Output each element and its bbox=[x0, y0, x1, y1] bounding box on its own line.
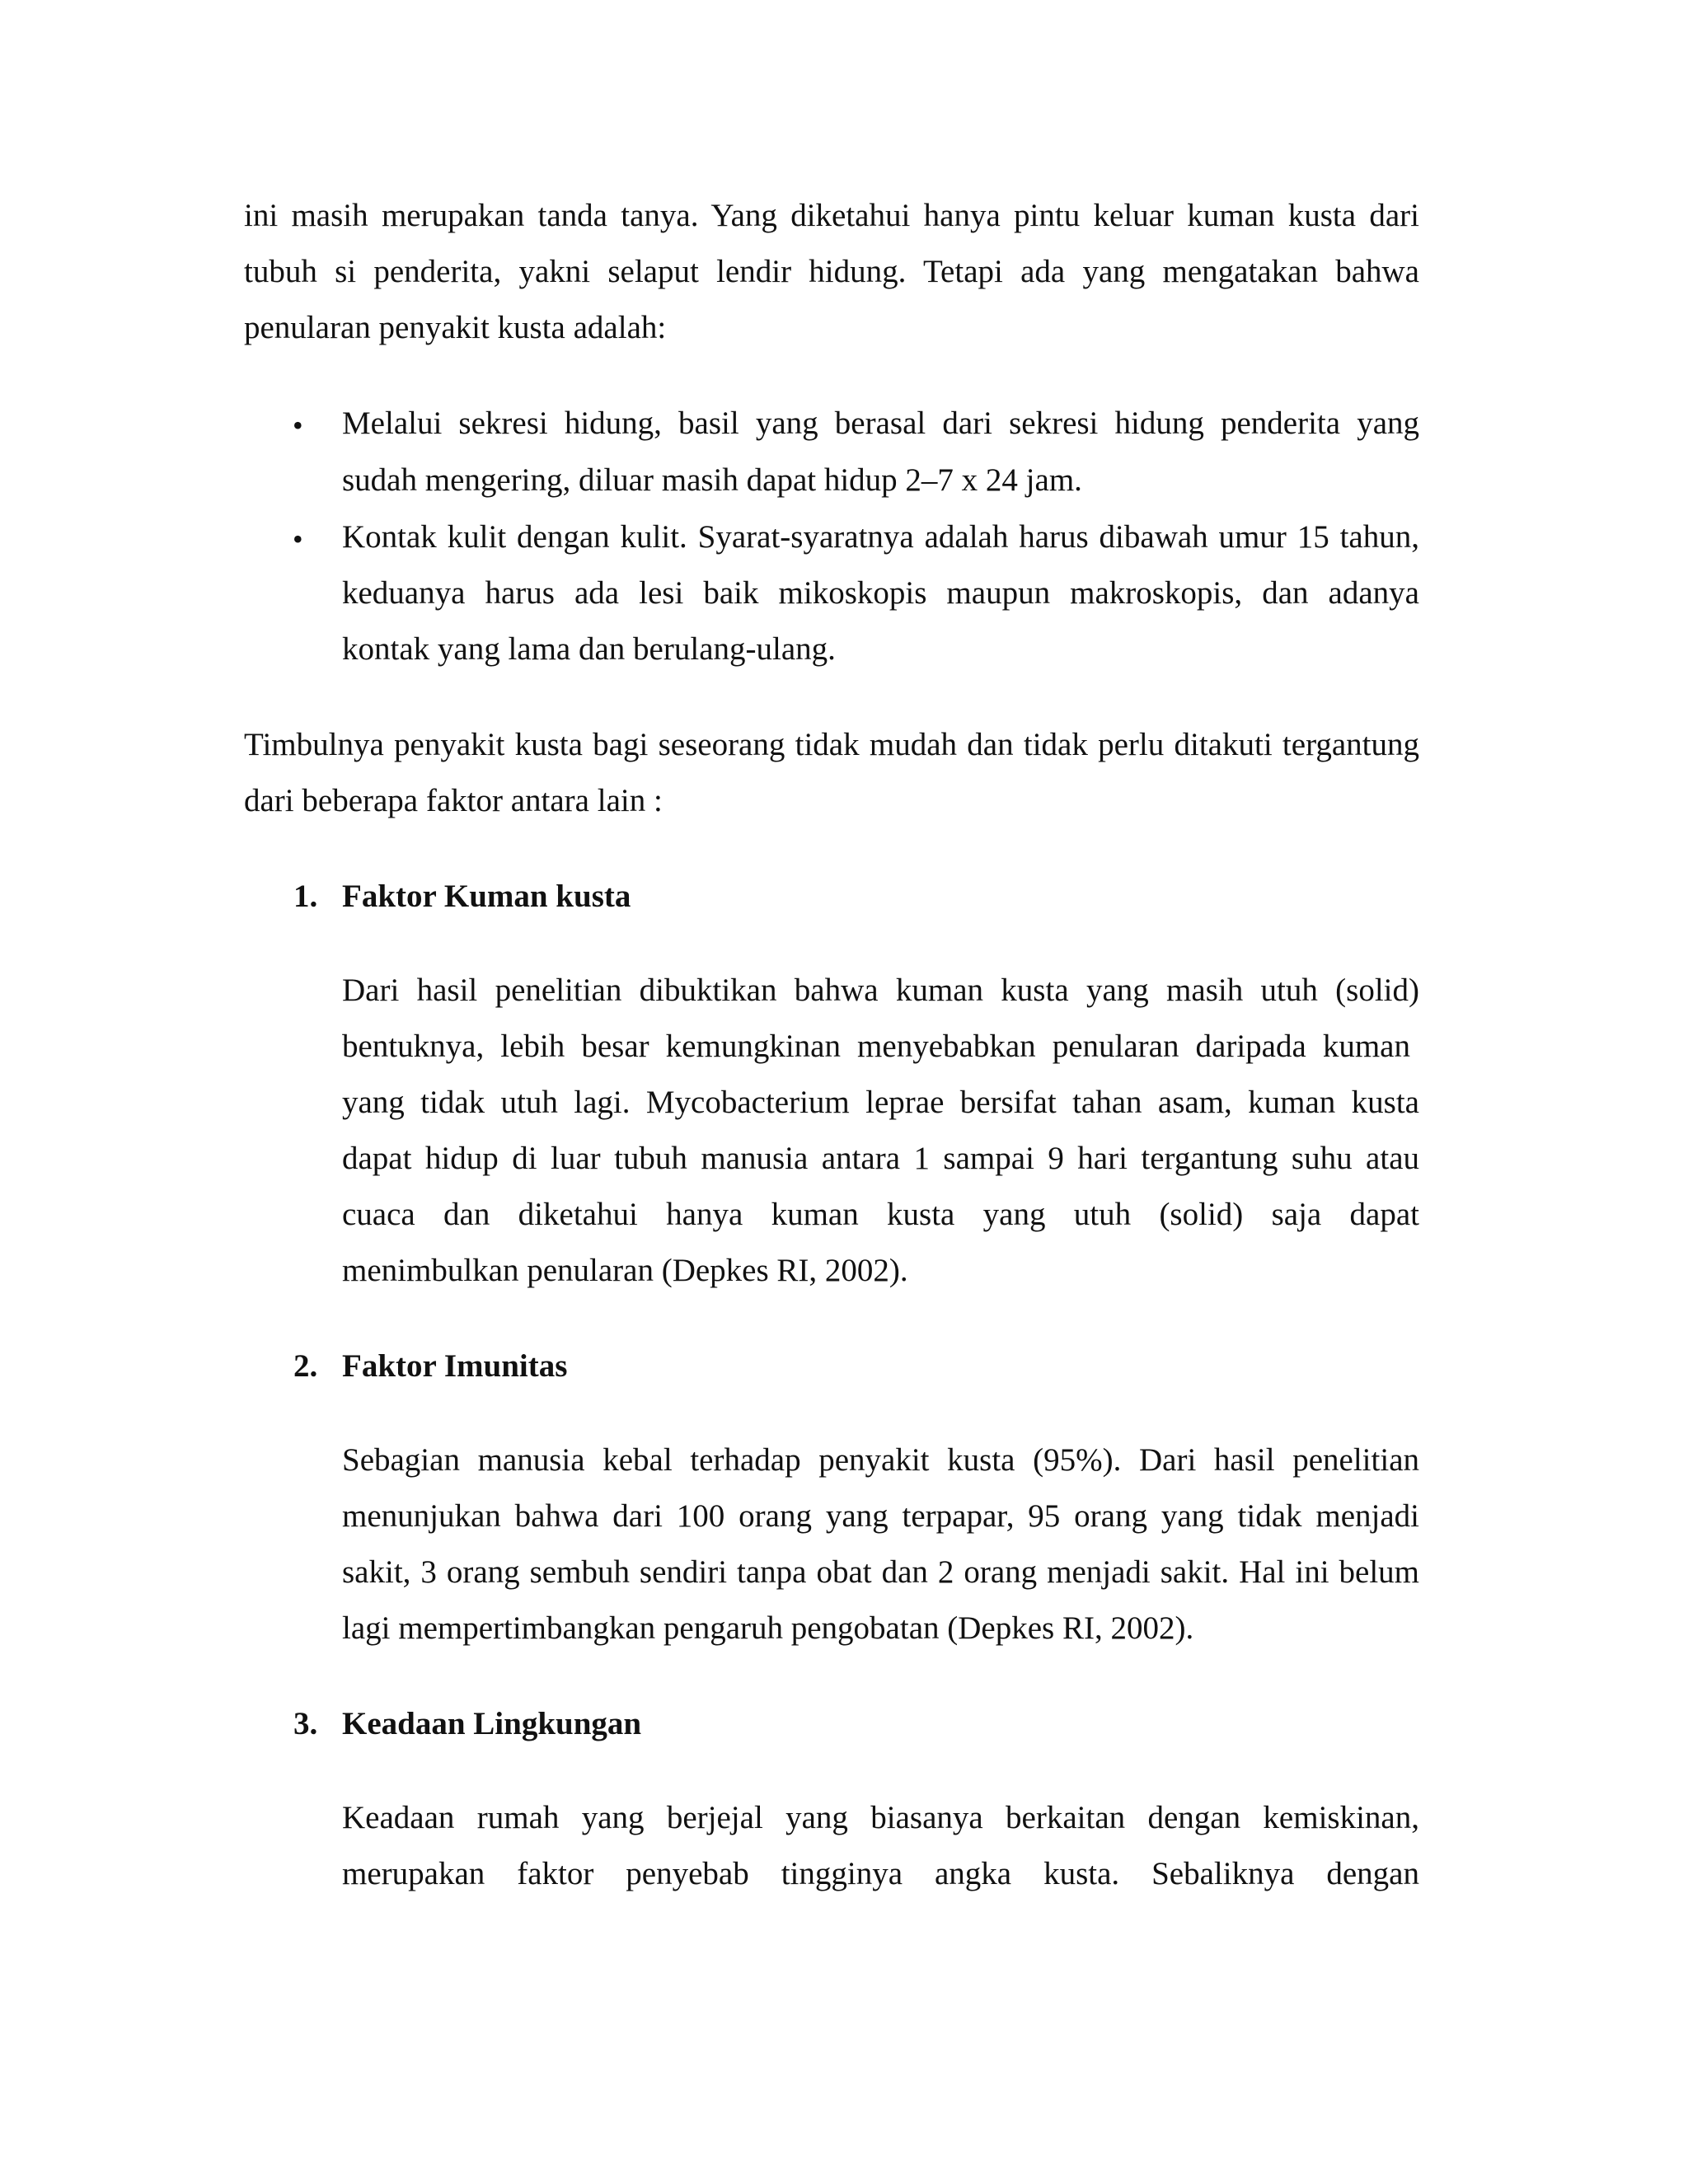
section-2-line-3: sakit, 3 orang sembuh sendiri tanpa obat dan 2 orang menjadi sakit. Hal ini belum bbox=[342, 1554, 1419, 1590]
intro-line-2: tubuh si penderita, yakni selaput lendir hidung. Tetapi ada yang mengatakan bahwa bbox=[244, 254, 1419, 289]
paragraph-2-line-1: Timbulnya penyakit kusta bagi seseorang tidak mudah dan tidak perlu ditakuti tergantung bbox=[244, 727, 1419, 762]
section-2-number: 2. bbox=[293, 1348, 318, 1384]
bullet-marker-2: • bbox=[293, 523, 303, 555]
section-3-line-1: Keadaan rumah yang berjejal yang biasanya berkaitan dengan kemiskinan, bbox=[342, 1800, 1419, 1835]
bullet-2-line-1: Kontak kulit dengan kulit. Syarat-syaratnya adalah harus dibawah umur 15 tahun, bbox=[342, 519, 1419, 555]
section-2-heading: Faktor Imunitas bbox=[342, 1348, 568, 1384]
section-3-heading: Keadaan Lingkungan bbox=[342, 1706, 642, 1741]
section-1-heading: Faktor Kuman kusta bbox=[342, 879, 631, 914]
section-1-line-5: cuaca dan diketahui hanya kuman kusta yang utuh (solid) saja dapat bbox=[342, 1197, 1419, 1232]
section-3-number: 3. bbox=[293, 1706, 318, 1741]
section-2-line-1: Sebagian manusia kebal terhadap penyakit kusta (95%). Dari hasil penelitian bbox=[342, 1442, 1419, 1478]
bullet-2-line-2: keduanya harus ada lesi baik mikoskopis maupun makroskopis, dan adanya bbox=[342, 575, 1419, 611]
section-1-number: 1. bbox=[293, 879, 318, 914]
bullet-1-line-1: Melalui sekresi hidung, basil yang berasal dari sekresi hidung penderita yang bbox=[342, 405, 1419, 441]
bullet-2-line-3: kontak yang lama dan berulang-ulang. bbox=[342, 631, 836, 667]
bullet-1-line-2: sudah mengering, diluar masih dapat hidup 2–7 x 24 jam. bbox=[342, 462, 1082, 498]
section-1-line-1: Dari hasil penelitian dibuktikan bahwa kuman kusta yang masih utuh (solid) bbox=[342, 972, 1419, 1008]
section-1-line-4: dapat hidup di luar tubuh manusia antara 1 sampai 9 hari tergantung suhu atau bbox=[342, 1141, 1419, 1176]
paragraph-2-line-2: dari beberapa faktor antara lain : bbox=[244, 783, 663, 818]
intro-line-1: ini masih merupakan tanda tanya. Yang diketahui hanya pintu keluar kuman kusta dari bbox=[244, 198, 1419, 233]
section-1-line-2: bentuknya, lebih besar kemungkinan menyebabkan penularan daripada kuman bbox=[342, 1029, 1410, 1064]
section-2-line-2: menunjukan bahwa dari 100 orang yang terpapar, 95 orang yang tidak menjadi bbox=[342, 1498, 1419, 1534]
section-1-line-6: menimbulkan penularan (Depkes RI, 2002). bbox=[342, 1253, 908, 1288]
section-2-line-4: lagi mempertimbangkan pengaruh pengobatan (Depkes RI, 2002). bbox=[342, 1610, 1194, 1646]
section-3-line-2: merupakan faktor penyebab tingginya angka kusta. Sebaliknya dengan bbox=[342, 1856, 1419, 1891]
intro-line-3: penularan penyakit kusta adalah: bbox=[244, 310, 667, 345]
bullet-marker-1: • bbox=[293, 409, 303, 442]
section-1-line-3: yang tidak utuh lagi. Mycobacterium leprae bersifat tahan asam, kuman kusta bbox=[342, 1085, 1419, 1120]
